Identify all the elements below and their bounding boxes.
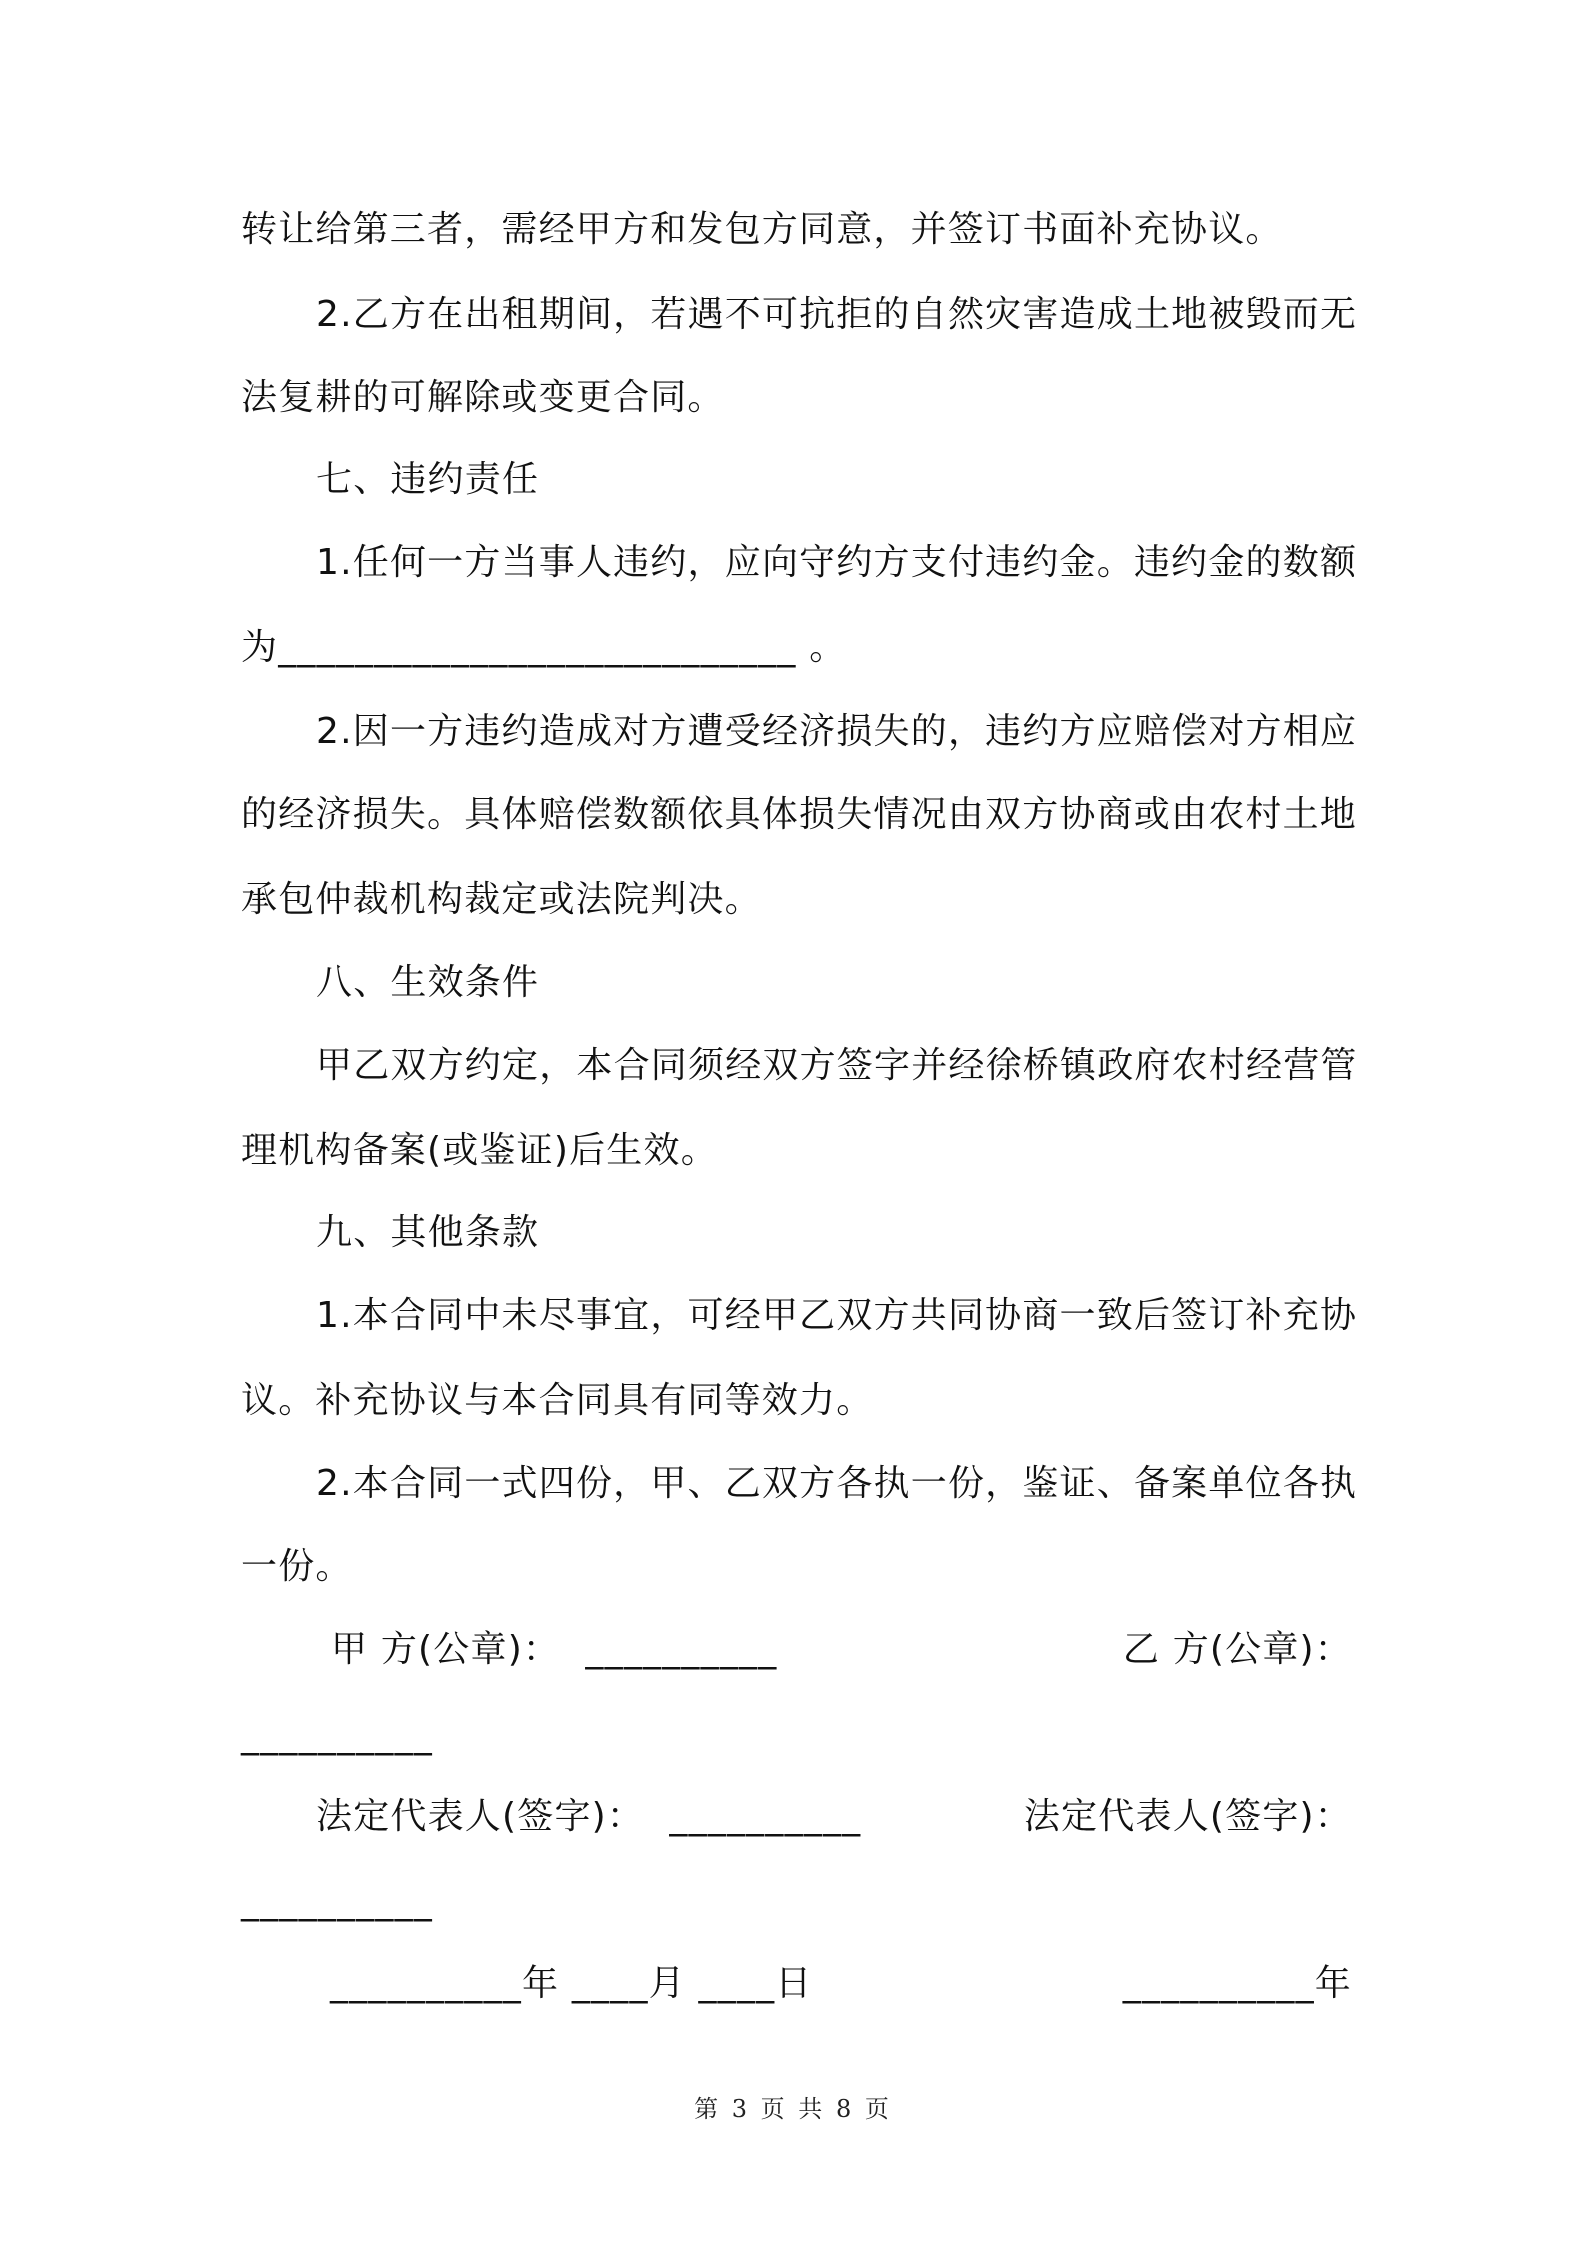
- party-b-seal-line: 乙 方(公章)：: [1122, 1629, 1352, 1670]
- body-line: 法复耕的可解除或变更合同。: [241, 377, 725, 418]
- date-line-a: __________年 ____月 ____日: [330, 1963, 813, 2004]
- body-line: 转让给第三者，需经甲方和发包方同意，并签订书面补充协议。: [241, 209, 1283, 250]
- body-line: 理机构备案(或鉴证)后生效。: [241, 1130, 718, 1171]
- signature-blank-line: __________: [241, 1881, 433, 1922]
- rep-b-signature-line: 法定代表人(签字)：: [1023, 1796, 1352, 1837]
- page-number-footer: 第 3 页 共 8 页: [694, 2095, 892, 2123]
- party-a-seal-line: 甲 方(公章)： __________: [331, 1629, 778, 1670]
- body-line: 承包仲裁机构裁定或法院判决。: [241, 879, 762, 920]
- body-line: 一份。: [241, 1546, 353, 1587]
- body-line: 议。补充协议与本合同具有同等效力。: [241, 1380, 874, 1421]
- clause-6-2: 2.乙方在出租期间，若遇不可抗拒的自然灾害造成土地被毁而无: [316, 294, 1358, 335]
- body-line: 的经济损失。具体赔偿数额依具体损失情况由双方协商或由农村土地: [241, 794, 1358, 835]
- rep-a-signature-line: 法定代表人(签字)： __________: [316, 1796, 862, 1837]
- clause-9-1: 1.本合同中未尽事宜，可经甲乙双方共同协商一致后签订补充协: [316, 1295, 1358, 1336]
- clause-9-2: 2.本合同一式四份，甲、乙双方各执一份，鉴证、备案单位各执: [316, 1463, 1358, 1504]
- penalty-amount-blank: 为___________________________ 。: [241, 627, 847, 668]
- effect-clause: 甲乙双方约定，本合同须经双方签字并经徐桥镇政府农村经营管: [316, 1045, 1358, 1086]
- signature-blank-line: __________: [241, 1715, 433, 1756]
- section-heading-effect: 八、生效条件: [316, 962, 540, 1003]
- section-heading-other: 九、其他条款: [316, 1212, 540, 1253]
- clause-7-2: 2.因一方违约造成对方遭受经济损失的，违约方应赔偿对方相应: [316, 711, 1358, 752]
- date-line-b: __________年: [1122, 1963, 1352, 2004]
- clause-7-1: 1.任何一方当事人违约，应向守约方支付违约金。违约金的数额: [316, 542, 1358, 583]
- section-heading-breach: 七、违约责任: [316, 459, 540, 500]
